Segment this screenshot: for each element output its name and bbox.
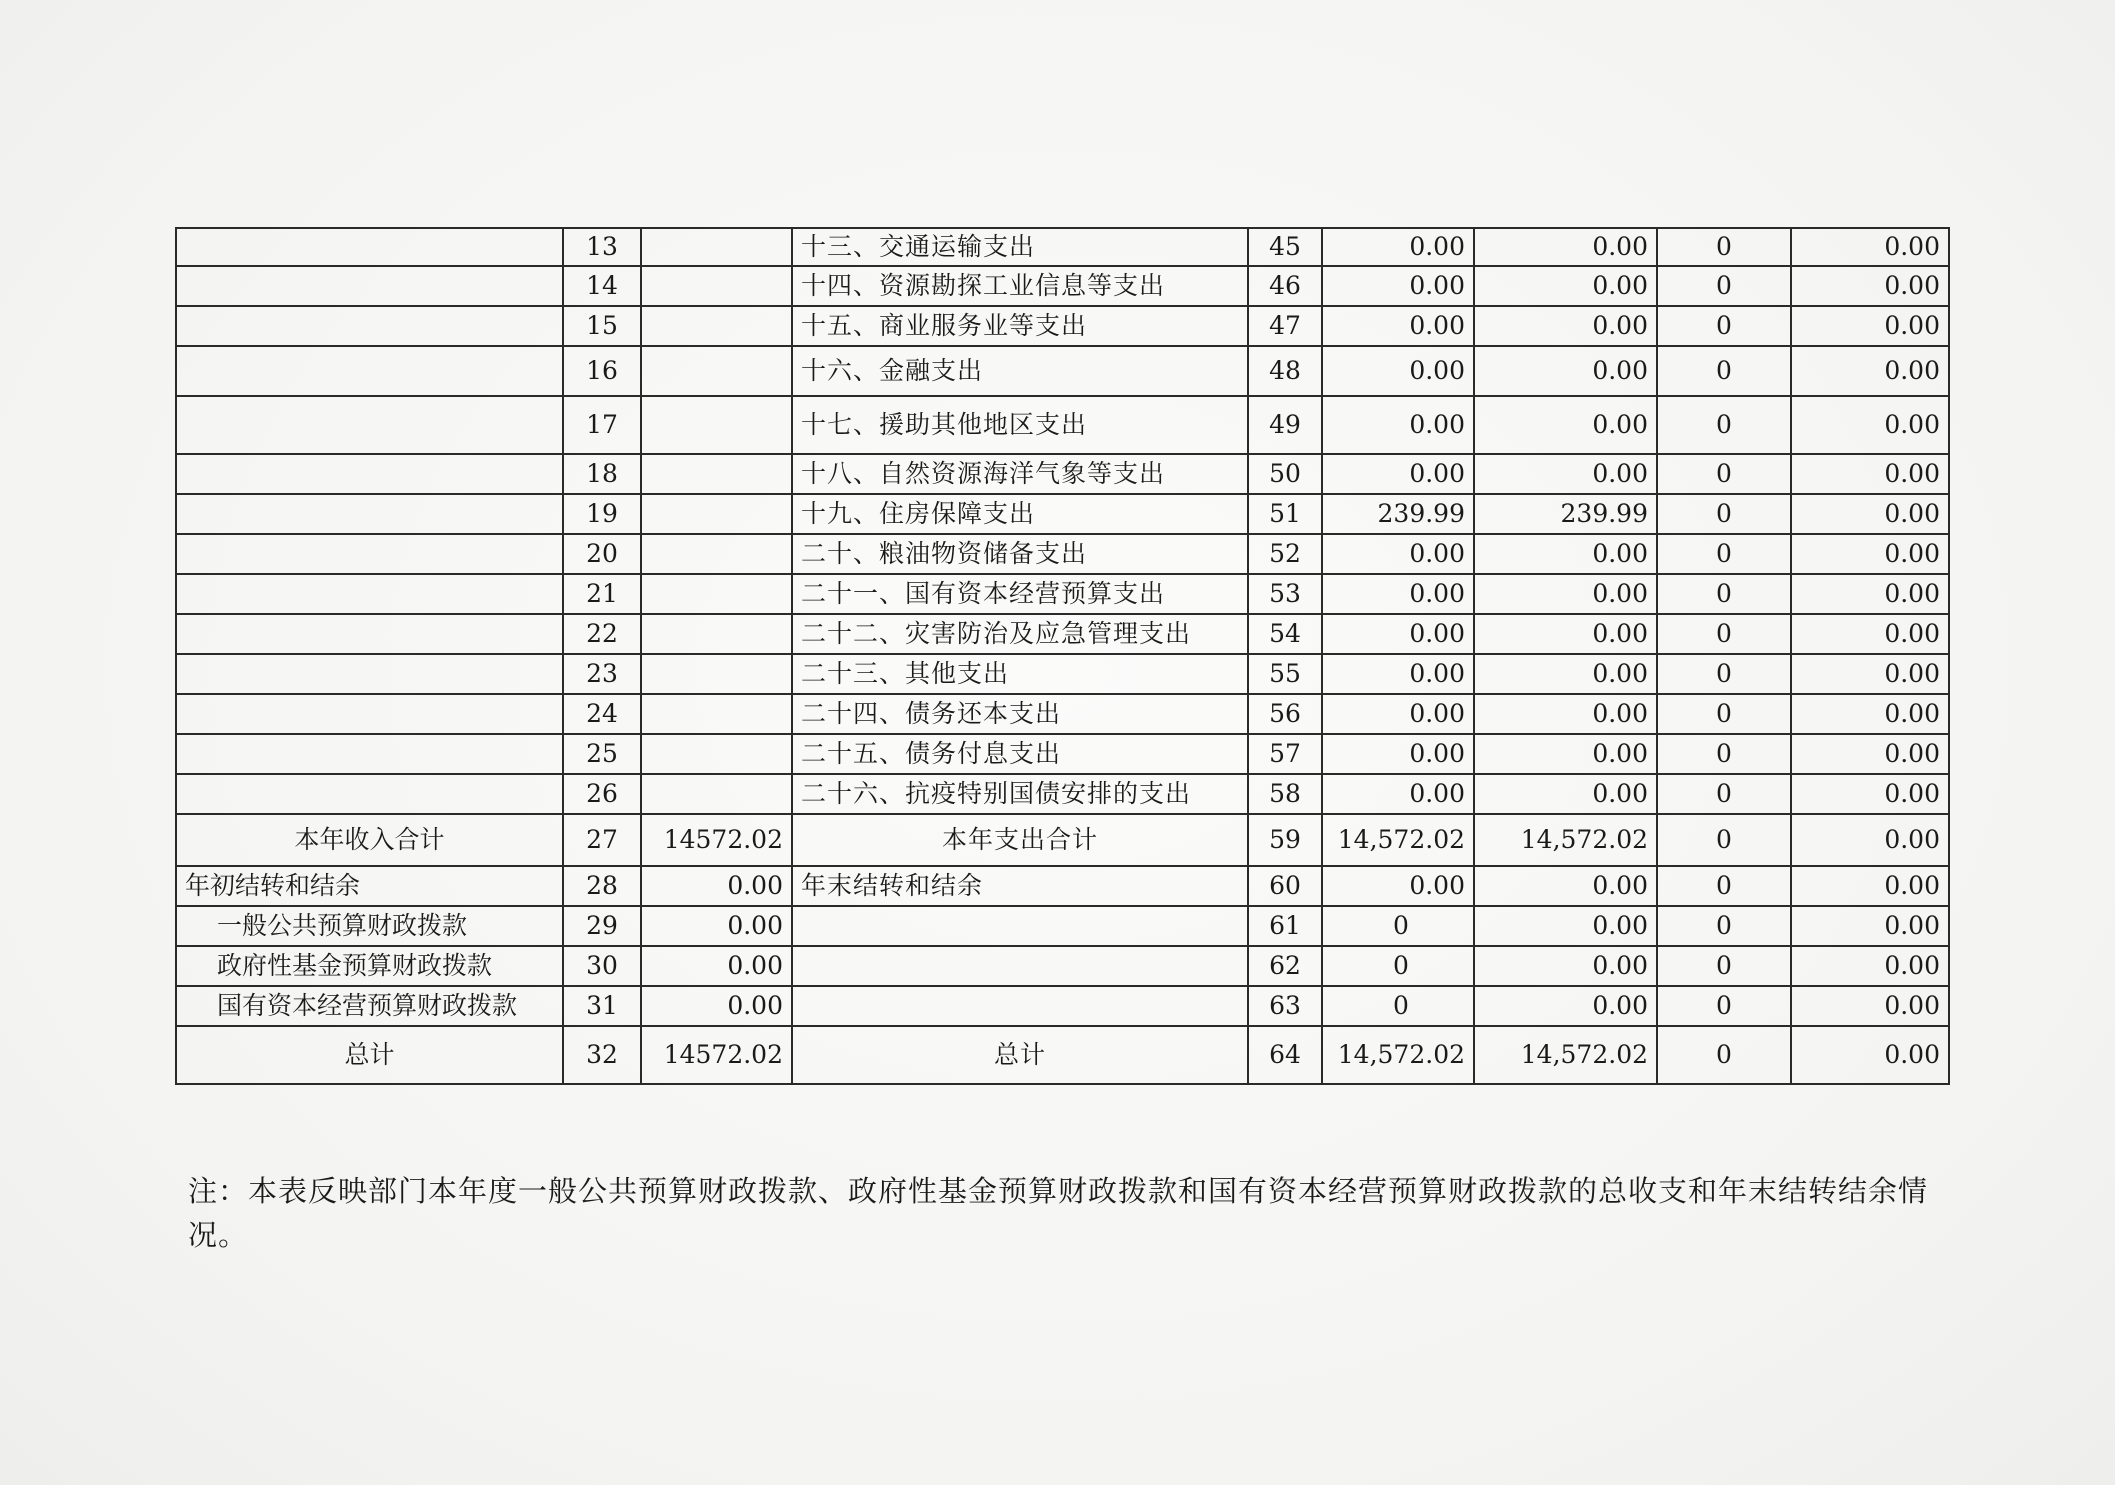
income-item-name	[176, 614, 563, 654]
income-amount: 0.00	[641, 986, 792, 1026]
general-budget-amount: 14,572.02	[1474, 814, 1657, 866]
expense-line-number: 58	[1248, 774, 1322, 814]
income-line-number: 16	[563, 346, 641, 396]
fund-budget-amount: 0	[1657, 228, 1791, 266]
income-item-name: 政府性基金预算财政拨款	[176, 946, 563, 986]
state-capital-budget-amount: 0.00	[1791, 986, 1949, 1026]
income-amount	[641, 614, 792, 654]
expense-total: 0.00	[1322, 614, 1474, 654]
expense-item-name: 本年支出合计	[792, 814, 1248, 866]
table-row	[176, 306, 1949, 346]
income-amount	[641, 266, 792, 306]
income-amount	[641, 534, 792, 574]
expense-total: 0.00	[1322, 396, 1474, 454]
general-budget-amount: 0.00	[1474, 866, 1657, 906]
income-line-number: 15	[563, 306, 641, 346]
fund-budget-amount: 0	[1657, 866, 1791, 906]
income-line-number: 22	[563, 614, 641, 654]
fund-budget-amount: 0	[1657, 494, 1791, 534]
expense-total: 0.00	[1322, 306, 1474, 346]
expense-line-number: 50	[1248, 454, 1322, 494]
state-capital-budget-amount: 0.00	[1791, 396, 1949, 454]
expense-total: 0.00	[1322, 694, 1474, 734]
general-budget-amount: 0.00	[1474, 694, 1657, 734]
expense-line-number: 60	[1248, 866, 1322, 906]
state-capital-budget-amount: 0.00	[1791, 946, 1949, 986]
general-budget-amount: 0.00	[1474, 774, 1657, 814]
expense-total: 0.00	[1322, 654, 1474, 694]
fund-budget-amount: 0	[1657, 986, 1791, 1026]
fund-budget-amount: 0	[1657, 574, 1791, 614]
expense-item-name: 总计	[792, 1026, 1248, 1084]
expense-line-number: 47	[1248, 306, 1322, 346]
expense-total: 14,572.02	[1322, 1026, 1474, 1084]
table-row	[176, 946, 1949, 986]
income-line-number: 23	[563, 654, 641, 694]
fund-budget-amount: 0	[1657, 306, 1791, 346]
fund-budget-amount: 0	[1657, 266, 1791, 306]
state-capital-budget-amount: 0.00	[1791, 228, 1949, 266]
fund-budget-amount: 0	[1657, 534, 1791, 574]
expense-line-number: 56	[1248, 694, 1322, 734]
expense-total: 0	[1322, 946, 1474, 986]
income-amount: 14572.02	[641, 1026, 792, 1084]
income-item-name	[176, 346, 563, 396]
general-budget-amount: 0.00	[1474, 346, 1657, 396]
table-row	[176, 346, 1949, 396]
income-item-name	[176, 774, 563, 814]
table-row	[176, 454, 1949, 494]
general-budget-amount: 0.00	[1474, 906, 1657, 946]
income-line-number: 21	[563, 574, 641, 614]
state-capital-budget-amount: 0.00	[1791, 814, 1949, 866]
fund-budget-amount: 0	[1657, 346, 1791, 396]
income-amount	[641, 774, 792, 814]
general-budget-amount: 0.00	[1474, 574, 1657, 614]
income-item-name	[176, 534, 563, 574]
table-row	[176, 866, 1949, 906]
state-capital-budget-amount: 0.00	[1791, 346, 1949, 396]
income-line-number: 13	[563, 228, 641, 266]
income-item-name	[176, 654, 563, 694]
expense-line-number: 54	[1248, 614, 1322, 654]
income-amount	[641, 694, 792, 734]
fund-budget-amount: 0	[1657, 694, 1791, 734]
income-item-name: 国有资本经营预算财政拨款	[176, 986, 563, 1026]
income-item-name	[176, 306, 563, 346]
general-budget-amount: 239.99	[1474, 494, 1657, 534]
expense-total: 0.00	[1322, 574, 1474, 614]
expense-line-number: 45	[1248, 228, 1322, 266]
fund-budget-amount: 0	[1657, 454, 1791, 494]
expense-item-name: 二十、粮油物资储备支出	[792, 534, 1248, 574]
general-budget-amount: 0.00	[1474, 734, 1657, 774]
state-capital-budget-amount: 0.00	[1791, 1026, 1949, 1084]
income-amount	[641, 494, 792, 534]
state-capital-budget-amount: 0.00	[1791, 614, 1949, 654]
expense-line-number: 63	[1248, 986, 1322, 1026]
expense-item-name	[792, 906, 1248, 946]
state-capital-budget-amount: 0.00	[1791, 906, 1949, 946]
income-item-name	[176, 454, 563, 494]
expense-item-name: 十八、自然资源海洋气象等支出	[792, 454, 1248, 494]
general-budget-amount: 0.00	[1474, 454, 1657, 494]
income-amount	[641, 306, 792, 346]
expense-line-number: 46	[1248, 266, 1322, 306]
fund-budget-amount: 0	[1657, 396, 1791, 454]
table-row	[176, 986, 1949, 1026]
table-row	[176, 906, 1949, 946]
expense-total: 0.00	[1322, 534, 1474, 574]
table-row	[176, 228, 1949, 266]
income-item-name	[176, 694, 563, 734]
income-line-number: 29	[563, 906, 641, 946]
table-row	[176, 534, 1949, 574]
income-amount: 14572.02	[641, 814, 792, 866]
general-budget-amount: 0.00	[1474, 614, 1657, 654]
general-budget-amount: 0.00	[1474, 266, 1657, 306]
income-line-number: 25	[563, 734, 641, 774]
state-capital-budget-amount: 0.00	[1791, 654, 1949, 694]
expense-item-name: 二十三、其他支出	[792, 654, 1248, 694]
expense-total: 0.00	[1322, 866, 1474, 906]
state-capital-budget-amount: 0.00	[1791, 866, 1949, 906]
income-item-name: 一般公共预算财政拨款	[176, 906, 563, 946]
fund-budget-amount: 0	[1657, 1026, 1791, 1084]
income-line-number: 30	[563, 946, 641, 986]
table-row	[176, 396, 1949, 454]
fund-budget-amount: 0	[1657, 946, 1791, 986]
state-capital-budget-amount: 0.00	[1791, 574, 1949, 614]
expense-line-number: 51	[1248, 494, 1322, 534]
income-amount	[641, 396, 792, 454]
state-capital-budget-amount: 0.00	[1791, 454, 1949, 494]
income-line-number: 28	[563, 866, 641, 906]
expense-line-number: 53	[1248, 574, 1322, 614]
expense-total: 239.99	[1322, 494, 1474, 534]
income-amount	[641, 454, 792, 494]
table-row	[176, 574, 1949, 614]
expense-line-number: 55	[1248, 654, 1322, 694]
income-amount	[641, 346, 792, 396]
table-row	[176, 814, 1949, 866]
expense-item-name: 十七、援助其他地区支出	[792, 396, 1248, 454]
state-capital-budget-amount: 0.00	[1791, 694, 1949, 734]
expense-item-name: 十三、交通运输支出	[792, 228, 1248, 266]
state-capital-budget-amount: 0.00	[1791, 494, 1949, 534]
table-row	[176, 694, 1949, 734]
fund-budget-amount: 0	[1657, 906, 1791, 946]
expense-item-name: 二十四、债务还本支出	[792, 694, 1248, 734]
table-row	[176, 1026, 1949, 1084]
income-amount	[641, 734, 792, 774]
income-item-name	[176, 734, 563, 774]
expense-total: 0	[1322, 906, 1474, 946]
income-item-name: 本年收入合计	[176, 814, 563, 866]
income-amount: 0.00	[641, 946, 792, 986]
expense-item-name: 二十六、抗疫特别国债安排的支出	[792, 774, 1248, 814]
expense-line-number: 49	[1248, 396, 1322, 454]
expense-line-number: 62	[1248, 946, 1322, 986]
expense-total: 0.00	[1322, 734, 1474, 774]
state-capital-budget-amount: 0.00	[1791, 734, 1949, 774]
expense-item-name: 年末结转和结余	[792, 866, 1248, 906]
table-row	[176, 614, 1949, 654]
expense-line-number: 64	[1248, 1026, 1322, 1084]
income-item-name	[176, 396, 563, 454]
income-line-number: 26	[563, 774, 641, 814]
expense-line-number: 59	[1248, 814, 1322, 866]
state-capital-budget-amount: 0.00	[1791, 774, 1949, 814]
income-item-name: 总计	[176, 1026, 563, 1084]
general-budget-amount: 0.00	[1474, 654, 1657, 694]
state-capital-budget-amount: 0.00	[1791, 266, 1949, 306]
expense-item-name: 二十五、债务付息支出	[792, 734, 1248, 774]
income-line-number: 27	[563, 814, 641, 866]
general-budget-amount: 0.00	[1474, 986, 1657, 1026]
general-budget-amount: 0.00	[1474, 396, 1657, 454]
general-budget-amount: 0.00	[1474, 306, 1657, 346]
income-line-number: 19	[563, 494, 641, 534]
budget-table	[175, 227, 1950, 1085]
expense-line-number: 61	[1248, 906, 1322, 946]
expense-line-number: 48	[1248, 346, 1322, 396]
income-line-number: 17	[563, 396, 641, 454]
expense-line-number: 52	[1248, 534, 1322, 574]
expense-total: 0	[1322, 986, 1474, 1026]
general-budget-amount: 0.00	[1474, 946, 1657, 986]
expense-total: 0.00	[1322, 454, 1474, 494]
income-item-name	[176, 574, 563, 614]
expense-total: 0.00	[1322, 266, 1474, 306]
expense-item-name	[792, 986, 1248, 1026]
income-item-name	[176, 228, 563, 266]
table-row	[176, 494, 1949, 534]
income-line-number: 14	[563, 266, 641, 306]
expense-item-name: 二十一、国有资本经营预算支出	[792, 574, 1248, 614]
income-item-name	[176, 266, 563, 306]
general-budget-amount: 14,572.02	[1474, 1026, 1657, 1084]
expense-item-name	[792, 946, 1248, 986]
state-capital-budget-amount: 0.00	[1791, 534, 1949, 574]
income-line-number: 32	[563, 1026, 641, 1084]
income-line-number: 31	[563, 986, 641, 1026]
income-amount	[641, 228, 792, 266]
income-line-number: 18	[563, 454, 641, 494]
table-row	[176, 654, 1949, 694]
expense-line-number: 57	[1248, 734, 1322, 774]
expense-item-name: 十四、资源勘探工业信息等支出	[792, 266, 1248, 306]
table-row	[176, 774, 1949, 814]
general-budget-amount: 0.00	[1474, 228, 1657, 266]
income-amount: 0.00	[641, 866, 792, 906]
expense-item-name: 十五、商业服务业等支出	[792, 306, 1248, 346]
budget-table-body	[176, 228, 1949, 1084]
income-amount	[641, 654, 792, 694]
fund-budget-amount: 0	[1657, 614, 1791, 654]
expense-item-name: 十九、住房保障支出	[792, 494, 1248, 534]
expense-item-name: 十六、金融支出	[792, 346, 1248, 396]
income-item-name	[176, 494, 563, 534]
income-amount: 0.00	[641, 906, 792, 946]
fund-budget-amount: 0	[1657, 814, 1791, 866]
expense-total: 0.00	[1322, 774, 1474, 814]
income-line-number: 20	[563, 534, 641, 574]
income-item-name: 年初结转和结余	[176, 866, 563, 906]
expense-total: 0.00	[1322, 346, 1474, 396]
expense-total: 14,572.02	[1322, 814, 1474, 866]
expense-total: 0.00	[1322, 228, 1474, 266]
expense-item-name: 二十二、灾害防治及应急管理支出	[792, 614, 1248, 654]
income-amount	[641, 574, 792, 614]
table-row	[176, 734, 1949, 774]
income-line-number: 24	[563, 694, 641, 734]
table-note: 注：本表反映部门本年度一般公共预算财政拨款、政府性基金预算财政拨款和国有资本经营预算财政拨款的总收支和年末结转结余情况。	[188, 1174, 1929, 1252]
fund-budget-amount: 0	[1657, 654, 1791, 694]
fund-budget-amount: 0	[1657, 774, 1791, 814]
table-row	[176, 266, 1949, 306]
general-budget-amount: 0.00	[1474, 534, 1657, 574]
fund-budget-amount: 0	[1657, 734, 1791, 774]
state-capital-budget-amount: 0.00	[1791, 306, 1949, 346]
